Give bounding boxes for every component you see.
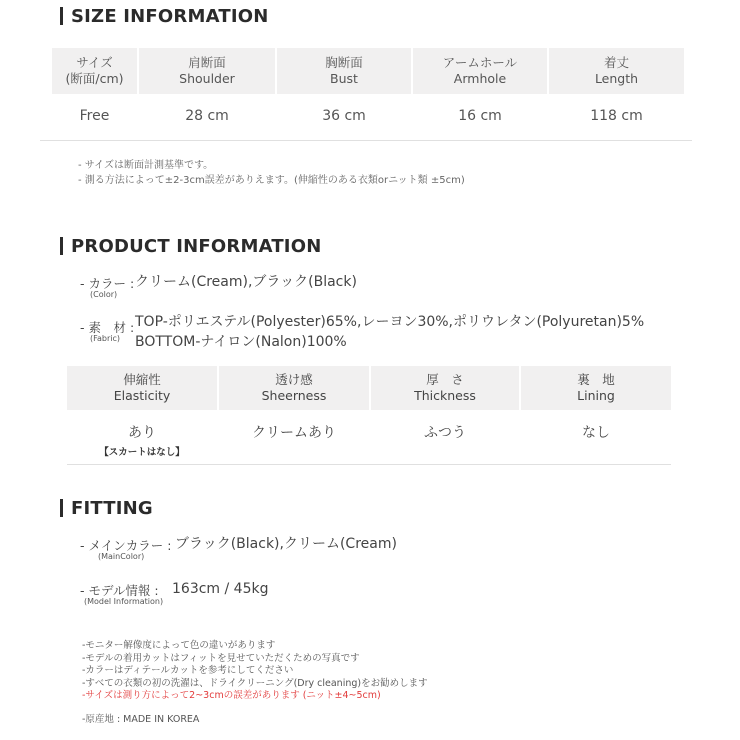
size-section-title <box>60 4 268 28</box>
fabric-value <box>135 312 644 352</box>
header-jp: アームホール <box>442 55 518 70</box>
fabric-line: BOTTOM-ナイロン(Nalon)100% <box>135 334 347 350</box>
origin-line: -原産地 : MADE IN KOREA <box>82 714 200 725</box>
size-notes <box>78 158 465 188</box>
attr-en: Thickness <box>414 388 476 403</box>
footer-line: -カラーはディテールカットを参考にしてください <box>82 665 294 677</box>
size-header-armhole <box>413 48 547 94</box>
main-color-value: ブラック(Black),クリーム(Cream) <box>175 536 397 552</box>
header-en: (断面/cm) <box>65 71 124 86</box>
color-value: クリーム(Cream),ブラック(Black) <box>135 274 357 290</box>
size-header-shoulder <box>139 48 275 94</box>
attr-en: Elasticity <box>113 388 171 403</box>
divider <box>40 140 692 141</box>
attr-value-lining: なし <box>582 425 610 441</box>
header-jp: 肩断面 <box>188 55 226 70</box>
header-en: Bust <box>330 71 358 86</box>
attr-en: Sheerness <box>261 388 327 403</box>
size-value-armhole: 16 cm <box>458 108 502 124</box>
product-section-title <box>60 234 321 258</box>
fitting-section-title <box>60 496 153 520</box>
size-note: - 測る方法によって±2-3cm誤差がありえます。(伸縮性のある衣類orニット類 ±5cm) <box>78 175 465 186</box>
footer-line: -モデルの着用カットはフィットを見せていただくための写真です <box>82 652 360 664</box>
color-label: - カラー : <box>80 276 135 291</box>
fabric-sublabel: (Fabric) <box>90 334 120 343</box>
size-header-size <box>52 48 137 94</box>
footer-line: -モニター解像度によって色の違いがあります <box>82 640 276 651</box>
size-header-length <box>549 48 684 94</box>
attr-jp: 厚 さ <box>426 372 464 387</box>
attr-note-elasticity: 【スカートはなし】 <box>99 447 185 458</box>
main-color-label: - メインカラー : <box>80 538 172 553</box>
title-bar <box>60 7 63 25</box>
divider <box>67 464 671 465</box>
attr-header-elasticity <box>67 366 217 410</box>
attr-jp: 裏 地 <box>577 372 615 387</box>
fabric-label: - 素 材 : <box>80 320 135 335</box>
model-label: - モデル情報 : <box>80 583 159 598</box>
attr-en: Lining <box>577 388 615 403</box>
header-en: Shoulder <box>179 71 235 86</box>
attr-value-elasticity: あり <box>128 425 156 441</box>
attr-jp: 透け感 <box>275 372 313 387</box>
header-jp: 着丈 <box>603 55 629 70</box>
footer-line: -すべての衣類の初の洗濯は、ドライクリーニング(Dry cleaning)をお勧めします <box>82 677 428 689</box>
attr-header-thickness <box>371 366 519 410</box>
header-jp: 胸断面 <box>325 55 363 70</box>
main-color-sublabel: (MainColor) <box>98 552 145 561</box>
attr-header-sheerness <box>219 366 369 410</box>
product-title-text: PRODUCT INFORMATION <box>71 235 322 257</box>
model-sublabel: (Model Information) <box>84 597 164 606</box>
attr-value-sheerness: クリームあり <box>252 425 336 441</box>
size-value-free: Free <box>79 108 110 124</box>
attr-jp: 伸縮性 <box>123 372 161 387</box>
size-title-text: SIZE INFORMATION <box>71 5 269 27</box>
size-header-bust <box>277 48 411 94</box>
footer-notes <box>82 640 428 703</box>
footer-warning-line: -サイズは測り方によって2~3cmの誤差があります (ニット±4~5cm) <box>82 690 381 702</box>
title-bar <box>60 237 63 255</box>
size-value-length: 118 cm <box>590 108 643 124</box>
attr-header-lining <box>521 366 671 410</box>
size-value-bust: 36 cm <box>322 108 366 124</box>
fitting-title-text: FITTING <box>71 497 153 519</box>
model-value: 163cm / 45kg <box>172 581 269 597</box>
attr-value-thickness: ふつう <box>424 425 466 441</box>
size-value-shoulder: 28 cm <box>185 108 229 124</box>
header-en: Armhole <box>453 71 507 86</box>
header-jp: サイズ <box>76 55 113 70</box>
color-sublabel: (Color) <box>90 290 118 299</box>
fabric-line: TOP-ポリエステル(Polyester)65%,レーヨン30%,ポリウレタン(Polyuretan)5% <box>135 314 645 330</box>
size-note: - サイズは断面計測基準です。 <box>78 160 214 171</box>
title-bar <box>60 499 63 517</box>
header-en: Length <box>594 71 639 86</box>
